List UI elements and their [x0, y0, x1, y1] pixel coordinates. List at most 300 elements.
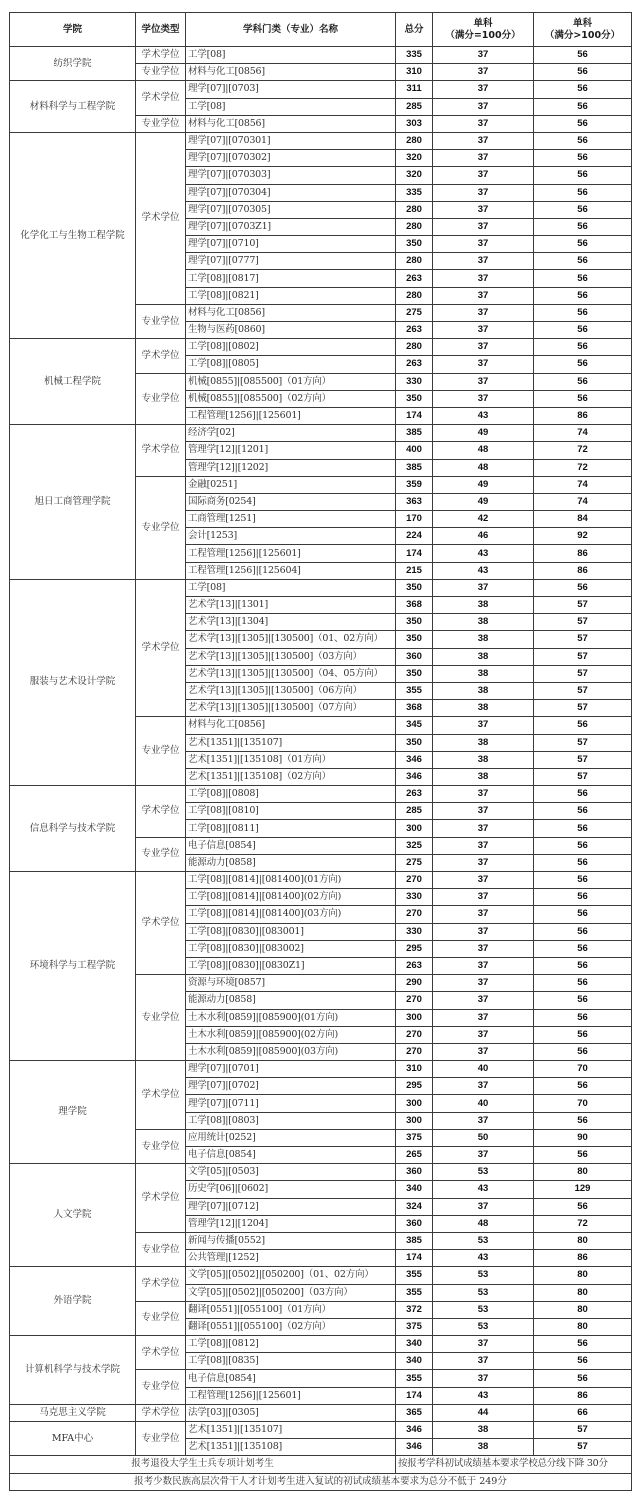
degree-type: 学术学位 — [136, 1404, 186, 1421]
veteran-label: 报考退役大学生士兵专项计划考生 — [10, 1456, 396, 1473]
total-score: 335 — [396, 184, 433, 201]
subject-name: 工学[08]|[0817] — [186, 270, 396, 287]
subject-name: 历史学[06]|[0602] — [186, 1181, 396, 1198]
single-score-100: 37 — [433, 1198, 534, 1215]
single-score-gt100: 80 — [534, 1164, 632, 1181]
single-score-gt100: 56 — [534, 1112, 632, 1129]
single-score-gt100: 86 — [534, 562, 632, 579]
college-name: 马克思主义学院 — [10, 1404, 136, 1421]
total-score: 300 — [396, 1112, 433, 1129]
header-degree-type: 学位类型 — [136, 13, 186, 47]
total-score: 270 — [396, 872, 433, 889]
degree-type: 专业学位 — [136, 1422, 186, 1456]
single-score-100: 37 — [433, 837, 534, 854]
total-score: 330 — [396, 889, 433, 906]
college-name: 旭日工商管理学院 — [10, 425, 136, 580]
total-score: 275 — [396, 304, 433, 321]
subject-name: 艺术[1351]|[135107] — [186, 734, 396, 751]
single-score-100: 38 — [433, 597, 534, 614]
single-score-gt100: 56 — [534, 854, 632, 871]
single-score-gt100: 56 — [534, 975, 632, 992]
subject-name: 工学[08]|[0830]|[083002] — [186, 940, 396, 957]
single-score-100: 37 — [433, 940, 534, 957]
single-score-gt100: 56 — [534, 253, 632, 270]
single-score-100: 37 — [433, 373, 534, 390]
single-score-gt100: 56 — [534, 356, 632, 373]
subject-name: 电子信息[0854] — [186, 1370, 396, 1387]
subject-name: 法学[03]|[0305] — [186, 1404, 396, 1421]
total-score: 174 — [396, 1250, 433, 1267]
single-score-100: 53 — [433, 1284, 534, 1301]
single-score-gt100: 57 — [534, 631, 632, 648]
subject-name: 翻译[0551]|[055100]（02方向） — [186, 1318, 396, 1335]
total-score: 300 — [396, 1009, 433, 1026]
table-row — [10, 81, 632, 98]
single-score-gt100: 86 — [534, 407, 632, 424]
total-score: 335 — [396, 47, 433, 64]
single-score-gt100: 56 — [534, 1078, 632, 1095]
single-score-100: 49 — [433, 425, 534, 442]
subject-name: 国际商务[0254] — [186, 493, 396, 510]
total-score: 340 — [396, 1336, 433, 1353]
header-single-gt100-line2: （满分>100分） — [544, 29, 621, 41]
single-score-gt100: 74 — [534, 425, 632, 442]
degree-type: 学术学位 — [136, 786, 186, 838]
degree-type: 专业学位 — [136, 476, 186, 579]
total-score: 346 — [396, 1439, 433, 1456]
single-score-gt100: 70 — [534, 1095, 632, 1112]
total-score: 325 — [396, 837, 433, 854]
single-score-100: 37 — [433, 390, 534, 407]
total-score: 355 — [396, 1267, 433, 1284]
single-score-100: 46 — [433, 528, 534, 545]
degree-type: 学术学位 — [136, 1061, 186, 1130]
subject-name: 文学[05]|[0502]|[050200]（03方向） — [186, 1284, 396, 1301]
single-score-100: 43 — [433, 1250, 534, 1267]
total-score: 280 — [396, 132, 433, 149]
single-score-100: 48 — [433, 1215, 534, 1232]
college-name: 外语学院 — [10, 1267, 136, 1336]
subject-name: 文学[05]|[0503] — [186, 1164, 396, 1181]
single-score-gt100: 56 — [534, 81, 632, 98]
single-score-gt100: 56 — [534, 1026, 632, 1043]
subject-name: 工程管理[1256]|[125601] — [186, 407, 396, 424]
total-score: 385 — [396, 459, 433, 476]
single-score-100: 37 — [433, 47, 534, 64]
total-score: 350 — [396, 734, 433, 751]
single-score-gt100: 56 — [534, 889, 632, 906]
college-name: 理学院 — [10, 1061, 136, 1164]
degree-type: 学术学位 — [136, 1164, 186, 1233]
single-score-100: 42 — [433, 511, 534, 528]
subject-name: 工学[08]|[0814]|[081400](03方向) — [186, 906, 396, 923]
single-score-gt100: 56 — [534, 184, 632, 201]
total-score: 280 — [396, 339, 433, 356]
single-score-100: 48 — [433, 459, 534, 476]
subject-name: 艺术[1351]|[135108]（01方向） — [186, 751, 396, 768]
single-score-100: 37 — [433, 820, 534, 837]
subject-name: 电子信息[0854] — [186, 1147, 396, 1164]
single-score-100: 37 — [433, 81, 534, 98]
total-score: 263 — [396, 786, 433, 803]
subject-name: 工学[08]|[0821] — [186, 287, 396, 304]
subject-name: 艺术[1351]|[135108] — [186, 1439, 396, 1456]
single-score-gt100: 56 — [534, 167, 632, 184]
single-score-gt100: 74 — [534, 493, 632, 510]
subject-name: 工学[08] — [186, 98, 396, 115]
single-score-gt100: 84 — [534, 511, 632, 528]
single-score-gt100: 56 — [534, 287, 632, 304]
subject-name: 材料与化工[0856] — [186, 717, 396, 734]
subject-name: 工学[08]|[0814]|[081400](01方向) — [186, 872, 396, 889]
total-score: 324 — [396, 1198, 433, 1215]
subject-name: 翻译[0551]|[055100]（01方向） — [186, 1301, 396, 1318]
single-score-100: 37 — [433, 992, 534, 1009]
total-score: 365 — [396, 1404, 433, 1421]
single-score-100: 37 — [433, 1026, 534, 1043]
total-score: 355 — [396, 1284, 433, 1301]
single-score-100: 53 — [433, 1232, 534, 1249]
single-score-100: 37 — [433, 115, 534, 132]
college-name: 纺织学院 — [10, 47, 136, 81]
single-score-100: 53 — [433, 1267, 534, 1284]
total-score: 385 — [396, 1232, 433, 1249]
total-score: 355 — [396, 682, 433, 699]
table-row — [10, 786, 632, 803]
total-score: 346 — [396, 751, 433, 768]
total-score: 360 — [396, 1164, 433, 1181]
total-score: 295 — [396, 940, 433, 957]
single-score-100: 37 — [433, 253, 534, 270]
single-score-100: 43 — [433, 1387, 534, 1404]
total-score: 310 — [396, 1061, 433, 1078]
total-score: 290 — [396, 975, 433, 992]
single-score-100: 37 — [433, 150, 534, 167]
degree-type: 专业学位 — [136, 304, 186, 338]
single-score-gt100: 56 — [534, 115, 632, 132]
subject-name: 艺术学[13]|[1305]|[130500]（01、02方向） — [186, 631, 396, 648]
subject-name: 艺术学[13]|[1305]|[130500]（07方向） — [186, 700, 396, 717]
degree-type: 学术学位 — [136, 47, 186, 64]
header-single-gt100 — [534, 13, 632, 47]
total-score: 224 — [396, 528, 433, 545]
subject-name: 理学[07]|[0712] — [186, 1198, 396, 1215]
single-score-gt100: 56 — [534, 339, 632, 356]
subject-name: 工程管理[1256]|[125601] — [186, 545, 396, 562]
single-score-gt100: 90 — [534, 1129, 632, 1146]
subject-name: 工商管理[1251] — [186, 511, 396, 528]
subject-name: 工学[08]|[0808] — [186, 786, 396, 803]
single-score-gt100: 72 — [534, 1215, 632, 1232]
subject-name: 能源动力[0858] — [186, 854, 396, 871]
total-score: 359 — [396, 476, 433, 493]
total-score: 275 — [396, 854, 433, 871]
total-score: 174 — [396, 545, 433, 562]
total-score: 285 — [396, 803, 433, 820]
single-score-100: 37 — [433, 975, 534, 992]
total-score: 174 — [396, 407, 433, 424]
single-score-gt100: 86 — [534, 1387, 632, 1404]
table-row — [10, 132, 632, 149]
single-score-gt100: 56 — [534, 218, 632, 235]
total-score: 215 — [396, 562, 433, 579]
single-score-gt100: 56 — [534, 390, 632, 407]
total-score: 170 — [396, 511, 433, 528]
total-score: 280 — [396, 218, 433, 235]
college-name: 环境科学与工程学院 — [10, 872, 136, 1061]
subject-name: 工学[08] — [186, 47, 396, 64]
single-score-gt100: 56 — [534, 270, 632, 287]
single-score-100: 37 — [433, 339, 534, 356]
header-single-100 — [433, 13, 534, 47]
single-score-gt100: 56 — [534, 98, 632, 115]
subject-name: 工学[08]|[0812] — [186, 1336, 396, 1353]
single-score-gt100: 56 — [534, 717, 632, 734]
degree-type: 学术学位 — [136, 425, 186, 477]
single-score-100: 44 — [433, 1404, 534, 1421]
single-score-100: 37 — [433, 236, 534, 253]
college-name: 材料科学与工程学院 — [10, 81, 136, 133]
header-total: 总分 — [396, 13, 433, 47]
single-score-100: 37 — [433, 889, 534, 906]
subject-name: 工学[08]|[0835] — [186, 1353, 396, 1370]
total-score: 285 — [396, 98, 433, 115]
total-score: 368 — [396, 597, 433, 614]
single-score-100: 37 — [433, 854, 534, 871]
single-score-gt100: 57 — [534, 648, 632, 665]
single-score-100: 37 — [433, 803, 534, 820]
single-score-gt100: 72 — [534, 442, 632, 459]
single-score-gt100: 56 — [534, 940, 632, 957]
subject-name: 理学[07]|[0703Z1] — [186, 218, 396, 235]
single-score-gt100: 86 — [534, 545, 632, 562]
subject-name: 艺术[1351]|[135108]（02方向） — [186, 768, 396, 785]
subject-name: 土木水利[0859]|[085900](02方向) — [186, 1026, 396, 1043]
total-score: 270 — [396, 992, 433, 1009]
total-score: 350 — [396, 236, 433, 253]
total-score: 280 — [396, 287, 433, 304]
single-score-gt100: 57 — [534, 597, 632, 614]
single-score-gt100: 57 — [534, 614, 632, 631]
single-score-gt100: 80 — [534, 1232, 632, 1249]
degree-type: 专业学位 — [136, 115, 186, 132]
subject-name: 工学[08]|[0830]|[083001] — [186, 923, 396, 940]
header-subject: 学科门类（专业）名称 — [186, 13, 396, 47]
single-score-100: 43 — [433, 407, 534, 424]
single-score-gt100: 56 — [534, 132, 632, 149]
header-row — [10, 13, 632, 47]
single-score-gt100: 56 — [534, 820, 632, 837]
subject-name: 工学[08]|[0810] — [186, 803, 396, 820]
single-score-100: 53 — [433, 1301, 534, 1318]
single-score-100: 53 — [433, 1164, 534, 1181]
total-score: 360 — [396, 1215, 433, 1232]
single-score-100: 48 — [433, 442, 534, 459]
single-score-gt100: 56 — [534, 906, 632, 923]
single-score-gt100: 80 — [534, 1267, 632, 1284]
total-score: 280 — [396, 253, 433, 270]
degree-type: 专业学位 — [136, 1301, 186, 1335]
single-score-100: 50 — [433, 1129, 534, 1146]
total-score: 330 — [396, 373, 433, 390]
single-score-gt100: 57 — [534, 682, 632, 699]
subject-name: 艺术[1351]|[135107] — [186, 1422, 396, 1439]
total-score: 330 — [396, 923, 433, 940]
total-score: 300 — [396, 820, 433, 837]
single-score-100: 40 — [433, 1061, 534, 1078]
subject-name: 理学[07]|[070305] — [186, 201, 396, 218]
header-single-100-line1: 单科 — [473, 17, 493, 29]
degree-type: 学术学位 — [136, 1336, 186, 1370]
total-score: 320 — [396, 150, 433, 167]
single-score-gt100: 57 — [534, 751, 632, 768]
table-row — [10, 425, 632, 442]
single-score-gt100: 56 — [534, 1043, 632, 1060]
subject-name: 管理学[12]|[1204] — [186, 1215, 396, 1232]
single-score-100: 40 — [433, 1095, 534, 1112]
college-name: 人文学院 — [10, 1164, 136, 1267]
single-score-gt100: 72 — [534, 459, 632, 476]
minority-rule: 报考少数民族高层次骨干人才计划考生进入复试的初试成绩基本要求为总分不低于 249分 — [10, 1473, 632, 1490]
single-score-gt100: 56 — [534, 1336, 632, 1353]
total-score: 363 — [396, 493, 433, 510]
single-score-100: 37 — [433, 322, 534, 339]
table-body — [10, 47, 632, 1456]
table-row — [10, 339, 632, 356]
single-score-gt100: 56 — [534, 201, 632, 218]
subject-name: 金融[0251] — [186, 476, 396, 493]
single-score-gt100: 80 — [534, 1318, 632, 1335]
single-score-gt100: 92 — [534, 528, 632, 545]
footer-row-minority — [10, 1473, 632, 1490]
total-score: 350 — [396, 390, 433, 407]
single-score-gt100: 70 — [534, 1061, 632, 1078]
total-score: 263 — [396, 270, 433, 287]
subject-name: 理学[07]|[070301] — [186, 132, 396, 149]
single-score-gt100: 57 — [534, 734, 632, 751]
college-name: 化学化工与生物工程学院 — [10, 132, 136, 338]
subject-name: 理学[07]|[070303] — [186, 167, 396, 184]
subject-name: 理学[07]|[0711] — [186, 1095, 396, 1112]
single-score-100: 38 — [433, 751, 534, 768]
degree-type: 专业学位 — [136, 64, 186, 81]
subject-name: 艺术学[13]|[1301] — [186, 597, 396, 614]
table-header — [10, 13, 632, 47]
single-score-100: 43 — [433, 562, 534, 579]
total-score: 280 — [396, 201, 433, 218]
veteran-rule: 按报考学科初试成绩基本要求学校总分线下降 30分 — [396, 1456, 632, 1473]
subject-name: 理学[07]|[070304] — [186, 184, 396, 201]
single-score-100: 43 — [433, 1181, 534, 1198]
subject-name: 工学[08]|[0814]|[081400](02方向) — [186, 889, 396, 906]
single-score-gt100: 56 — [534, 150, 632, 167]
single-score-100: 49 — [433, 476, 534, 493]
single-score-gt100: 56 — [534, 872, 632, 889]
single-score-gt100: 56 — [534, 64, 632, 81]
single-score-gt100: 56 — [534, 322, 632, 339]
total-score: 295 — [396, 1078, 433, 1095]
degree-type: 专业学位 — [136, 1232, 186, 1266]
college-name: 信息科学与技术学院 — [10, 786, 136, 872]
total-score: 375 — [396, 1318, 433, 1335]
single-score-100: 37 — [433, 786, 534, 803]
subject-name: 艺术学[13]|[1304] — [186, 614, 396, 631]
header-single-gt100-line1: 单科 — [572, 17, 592, 29]
subject-name: 工学[08]|[0830]|[0830Z1] — [186, 957, 396, 974]
subject-name: 经济学[02] — [186, 425, 396, 442]
single-score-gt100: 56 — [534, 992, 632, 1009]
subject-name: 工学[08]|[0811] — [186, 820, 396, 837]
single-score-100: 37 — [433, 1078, 534, 1095]
subject-name: 机械[0855]|[085500]（01方向） — [186, 373, 396, 390]
degree-type: 专业学位 — [136, 717, 186, 786]
single-score-gt100: 57 — [534, 700, 632, 717]
degree-type: 专业学位 — [136, 837, 186, 871]
subject-name: 电子信息[0854] — [186, 837, 396, 854]
single-score-gt100: 86 — [534, 1250, 632, 1267]
single-score-100: 37 — [433, 304, 534, 321]
table-row — [10, 1267, 632, 1284]
total-score: 270 — [396, 906, 433, 923]
single-score-100: 38 — [433, 1439, 534, 1456]
subject-name: 材料与化工[0856] — [186, 115, 396, 132]
subject-name: 机械[0855]|[085500]（02方向） — [186, 390, 396, 407]
table-row — [10, 1164, 632, 1181]
subject-name: 艺术学[13]|[1305]|[130500]（04、05方向） — [186, 665, 396, 682]
degree-type: 学术学位 — [136, 132, 186, 304]
single-score-100: 38 — [433, 768, 534, 785]
single-score-gt100: 56 — [534, 1370, 632, 1387]
subject-name: 资源与环境[0857] — [186, 975, 396, 992]
degree-type: 专业学位 — [136, 373, 186, 425]
single-score-gt100: 66 — [534, 1404, 632, 1421]
single-score-100: 38 — [433, 614, 534, 631]
total-score: 340 — [396, 1181, 433, 1198]
college-name: MFA中心 — [10, 1422, 136, 1456]
single-score-gt100: 57 — [534, 1439, 632, 1456]
single-score-gt100: 80 — [534, 1284, 632, 1301]
total-score: 263 — [396, 322, 433, 339]
table-row — [10, 47, 632, 64]
subject-name: 公共管理|[1252] — [186, 1250, 396, 1267]
single-score-gt100: 129 — [534, 1181, 632, 1198]
subject-name: 能源动力[0858] — [186, 992, 396, 1009]
single-score-gt100: 56 — [534, 786, 632, 803]
total-score: 263 — [396, 356, 433, 373]
header-college: 学院 — [10, 13, 136, 47]
subject-name: 会计[1253] — [186, 528, 396, 545]
single-score-gt100: 56 — [534, 236, 632, 253]
single-score-100: 53 — [433, 1318, 534, 1335]
single-score-100: 37 — [433, 717, 534, 734]
total-score: 174 — [396, 1387, 433, 1404]
single-score-gt100: 57 — [534, 1422, 632, 1439]
total-score: 385 — [396, 425, 433, 442]
table-row — [10, 1404, 632, 1421]
total-score: 360 — [396, 648, 433, 665]
single-score-gt100: 56 — [534, 579, 632, 596]
single-score-100: 37 — [433, 356, 534, 373]
single-score-100: 37 — [433, 579, 534, 596]
degree-type: 学术学位 — [136, 872, 186, 975]
single-score-100: 37 — [433, 98, 534, 115]
single-score-gt100: 56 — [534, 304, 632, 321]
header-single-100-line2: （满分=100分） — [445, 29, 521, 41]
single-score-100: 37 — [433, 1336, 534, 1353]
single-score-gt100: 56 — [534, 1198, 632, 1215]
subject-name: 工学[08] — [186, 579, 396, 596]
subject-name: 管理学[12]|[1202] — [186, 459, 396, 476]
